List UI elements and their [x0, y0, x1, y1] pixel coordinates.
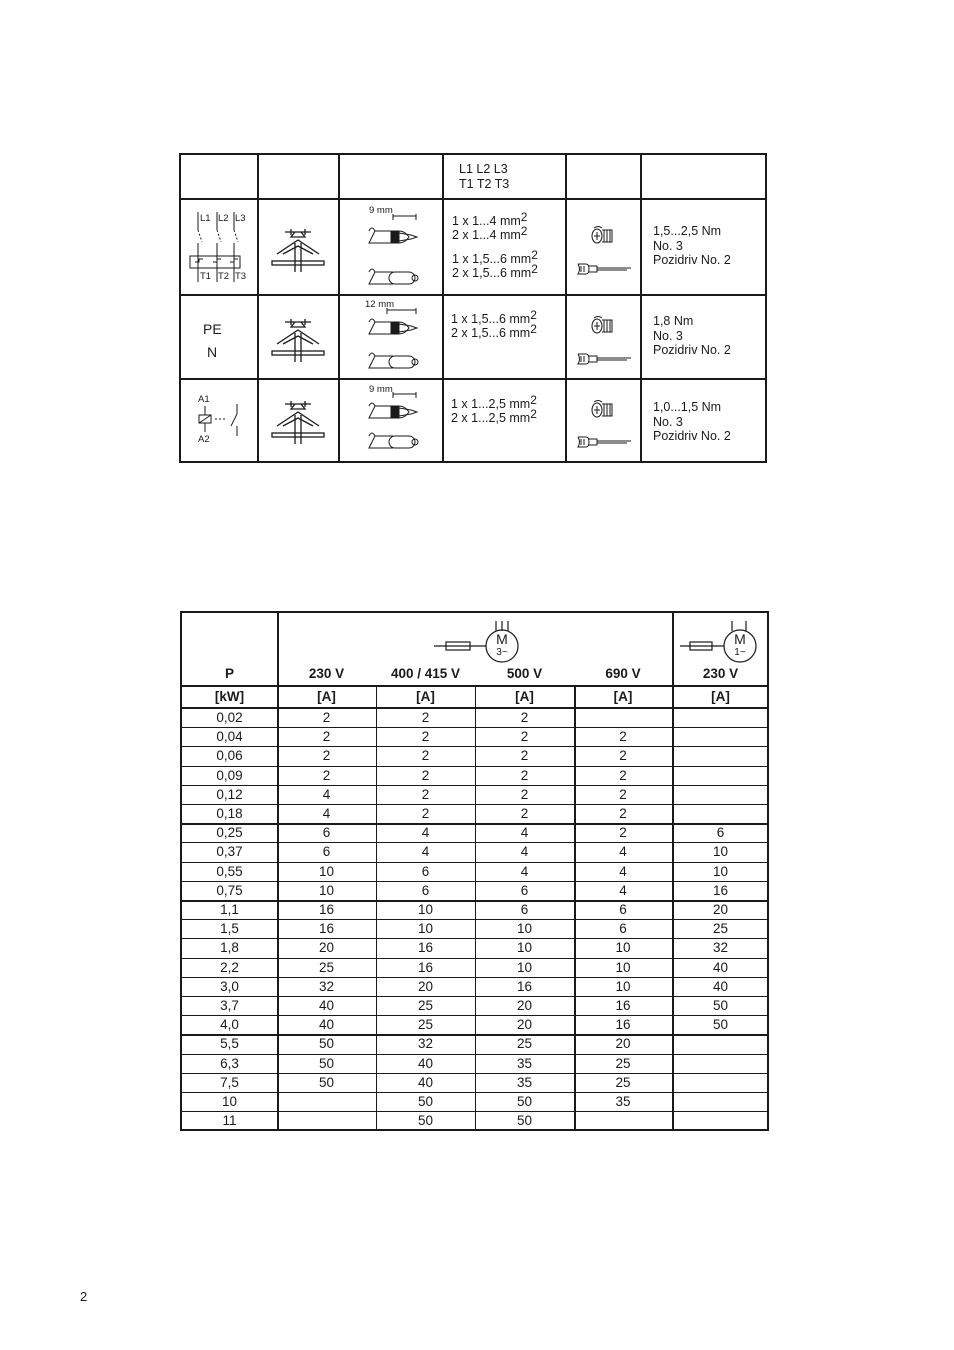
unit-superscript: 2	[531, 262, 538, 276]
fuse-rating-cell: 10	[712, 863, 729, 879]
fuse-rating-cell	[277, 1092, 376, 1111]
fuse-rating-cell: 4	[421, 825, 430, 841]
cross-section-list	[451, 308, 537, 340]
fuse-rating-cell: 2	[421, 748, 430, 764]
fuse-rating-cell: 40	[318, 1017, 335, 1033]
fuse-rating-cell: 2	[322, 729, 331, 745]
unit-superscript: 2	[530, 393, 537, 407]
strip-length-icon	[365, 206, 425, 290]
terminal-label-t3: T3	[235, 271, 247, 282]
fuse-rating-cell	[672, 1092, 769, 1111]
coil-contact-symbol-icon	[197, 404, 243, 436]
screwdriver-size: No. 3	[653, 238, 683, 253]
screwdriver-icon	[576, 352, 634, 366]
fuse-rating-cell	[574, 708, 672, 727]
fuse-rating-cell: 6	[520, 902, 529, 917]
fuse-rating-cell	[672, 727, 769, 746]
fuse-rating-cell: 16	[417, 959, 434, 975]
fuse-rating-cell: 2	[619, 729, 627, 745]
fuse-rating-cell	[672, 1054, 769, 1073]
power-cell: 5,5	[220, 1036, 239, 1052]
power-cell: 0,02	[216, 710, 243, 725]
cross-section-value: 1 x 1,5...6 mm	[452, 252, 532, 266]
torque-info	[653, 314, 731, 358]
fuse-rating-cell: 2	[619, 806, 627, 821]
torque-value: 1,8 Nm	[653, 314, 694, 328]
fuse-rating-cell: 50	[417, 1113, 434, 1129]
power-cell: 0,06	[216, 748, 243, 764]
strip-length-label: 12 mm	[365, 299, 395, 310]
power-cell: 7,5	[220, 1074, 239, 1090]
column-unit: [A]	[515, 689, 534, 704]
fuse-rating-cell: 20	[516, 998, 533, 1013]
fuse-rating-cell: 2	[520, 767, 529, 783]
power-cell: 3,7	[220, 998, 239, 1013]
terminal-clamp-icon	[271, 228, 327, 274]
pe-label: PE	[203, 321, 222, 337]
fuse-rating-cell: 6	[619, 921, 627, 937]
screwdriver-icon	[576, 262, 634, 276]
pozidriv-size: Pozidriv No. 2	[653, 253, 731, 267]
fuse-rating-cell: 16	[615, 1017, 631, 1033]
fuse-rating-cell: 4	[520, 844, 529, 860]
fuse-rating-cell: 25	[615, 1074, 631, 1090]
power-cell: 0,18	[216, 806, 243, 821]
fuse-rating-cell	[672, 766, 769, 785]
unit-superscript: 2	[520, 210, 528, 224]
fuse-rating-cell: 10	[615, 940, 631, 956]
fuse-rating-cell: 2	[619, 786, 627, 802]
power-cell: 0,75	[216, 882, 243, 898]
fuse-rating-cell: 4	[322, 786, 331, 802]
fuse-rating-cell: 2	[619, 825, 627, 841]
fuse-rating-cell: 4	[520, 863, 529, 879]
fuse-rating-cell	[672, 746, 769, 765]
terminal-clamp-icon	[271, 400, 327, 446]
terminal-label-l1: L1	[200, 213, 211, 224]
column-header: 230 V	[702, 666, 739, 681]
fuse-rating-cell: 20	[318, 940, 335, 956]
power-cell: 1,1	[220, 902, 239, 917]
screwdriver-icon	[576, 435, 634, 449]
fuse-rating-cell: 4	[520, 825, 529, 841]
unit-superscript: 2	[520, 224, 528, 238]
power-cell: 1,8	[220, 940, 239, 956]
fuse-rating-cell: 2	[421, 786, 430, 802]
fuse-rating-cell: 2	[421, 806, 430, 821]
cross-section-value: 2 x 1...4 mm	[452, 228, 521, 242]
fuse-rating-cell: 10	[516, 959, 533, 975]
connection-table	[179, 153, 767, 463]
fuse-rating-cell: 10	[318, 863, 335, 879]
fuse-rating-cell: 40	[417, 1074, 434, 1090]
fuse-rating-cell	[574, 1111, 672, 1130]
power-cell: 4,0	[220, 1017, 239, 1033]
fuse-rating-cell: 35	[516, 1074, 533, 1090]
cross-section-value: 1 x 1...4 mm	[452, 214, 521, 228]
page-number: 2	[80, 1289, 88, 1304]
fuse-rating-cell: 2	[619, 748, 627, 764]
column-unit: [kW]	[214, 689, 245, 704]
fuse-rating-cell: 25	[318, 959, 335, 975]
terminal-label-l2: L2	[218, 213, 229, 224]
fuse-rating-cell: 6	[421, 882, 430, 898]
fuse-rating-cell: 50	[712, 998, 729, 1013]
torque-value: 1,0...1,5 Nm	[653, 400, 722, 414]
fuse-rating-cell: 6	[520, 882, 529, 898]
power-cell: 3,0	[220, 978, 239, 994]
fuse-rating-cell: 20	[615, 1036, 631, 1052]
fuse-rating-cell: 10	[516, 940, 533, 956]
power-cell: 0,25	[216, 825, 243, 841]
strip-length-label: 9 mm	[369, 205, 393, 216]
fuse-rating-cell: 6	[322, 825, 331, 841]
fuse-rating-cell: 16	[615, 998, 631, 1013]
fuse-rating-cell: 4	[322, 806, 331, 821]
fuse-rating-cell: 10	[417, 902, 434, 917]
fuse-rating-cell: 4	[619, 863, 627, 879]
fuse-rating-cell: 35	[516, 1055, 533, 1071]
pozidriv-size: Pozidriv No. 2	[653, 343, 731, 357]
fuse-rating-cell: 20	[712, 902, 729, 917]
cross-section-value: 1 x 1...2,5 mm	[451, 397, 531, 411]
fuse-rating-cell: 25	[417, 1017, 434, 1033]
power-cell: 11	[222, 1113, 237, 1129]
fuse-rating-cell: 4	[619, 844, 627, 860]
fuse-rating-cell: 40	[712, 978, 729, 994]
fuse-rating-cell	[672, 708, 769, 727]
fuse-rating-cell: 16	[318, 921, 335, 937]
fuse-rating-cell: 32	[712, 940, 729, 956]
torque-info	[653, 400, 731, 444]
pozidriv-size: Pozidriv No. 2	[653, 429, 731, 443]
power-cell: 0,37	[216, 844, 243, 860]
cross-section-value: 2 x 1,5...6 mm	[452, 266, 532, 280]
power-cell: 0,12	[216, 786, 243, 802]
fuse-rating-cell: 2	[520, 710, 529, 725]
fuse-rating-cell: 6	[421, 863, 430, 879]
connection-row-coil	[181, 380, 765, 461]
fuse-rating-cell: 2	[520, 786, 529, 802]
fuse-rating-cell: 2	[619, 767, 627, 783]
fuse-rating-cell: 50	[516, 1113, 533, 1129]
column-unit: [A]	[317, 689, 336, 704]
power-cell: 10	[221, 1094, 238, 1109]
fuse-rating-cell: 2	[421, 729, 430, 745]
fuse-rating-cell: 25	[615, 1055, 631, 1071]
fuse-rating-cell: 16	[417, 940, 434, 956]
fuse-rating-cell: 2	[421, 710, 430, 725]
connection-row-main	[181, 200, 765, 296]
fuse-rating-cell: 40	[318, 998, 335, 1013]
screwdriver-size: No. 3	[653, 414, 683, 429]
terminal-label-l3: L3	[235, 213, 246, 224]
fuse-rating-cell: 16	[712, 882, 729, 898]
fuse-rating-cell: 10	[712, 844, 729, 860]
cross-section-list	[451, 393, 537, 425]
fuse-rating-cell: 2	[421, 767, 430, 783]
power-cell: 2,2	[220, 959, 239, 975]
power-cell: 0,04	[216, 729, 243, 745]
fuse-rating-cell: 25	[712, 921, 729, 937]
column-header: 690 V	[605, 666, 641, 681]
fuse-rating-cell: 2	[322, 710, 331, 725]
fuse-rating-cell: 10	[615, 978, 631, 994]
fuse-rating-cell: 32	[318, 978, 335, 994]
column-unit: [A]	[711, 689, 730, 704]
torque-info	[653, 224, 731, 268]
fuse-rating-cell: 10	[318, 882, 335, 898]
line-terminals-label: L1 L2 L3	[459, 162, 508, 176]
row-divider	[182, 685, 767, 687]
fuse-rating-cell: 40	[712, 959, 729, 975]
load-terminals-label: T1 T2 T3	[459, 177, 510, 191]
fuse-rating-cell: 6	[619, 902, 627, 917]
motor-1ph-phase: 1~	[734, 647, 746, 658]
fuse-rating-cell: 20	[516, 1017, 533, 1033]
fuse-rating-cell: 50	[516, 1094, 533, 1109]
column-header: P	[224, 666, 234, 681]
fuse-rating-cell: 2	[520, 806, 529, 821]
a2-label: A2	[198, 434, 210, 445]
fuse-rating-cell: 25	[516, 1036, 533, 1052]
fuse-rating-cell	[672, 1111, 769, 1130]
fuse-rating-cell: 2	[520, 729, 529, 745]
strip-length-label: 9 mm	[369, 384, 393, 395]
unit-superscript: 2	[531, 248, 538, 262]
fuse-rating-cell: 2	[322, 748, 331, 764]
fuse-rating-cell: 20	[417, 978, 434, 994]
fuse-rating-cell: 50	[712, 1017, 729, 1033]
fuse-rating-cell: 4	[619, 882, 627, 898]
fuse-rating-cell: 10	[615, 959, 631, 975]
motor-3ph-letter: M	[496, 631, 508, 647]
column-unit: [A]	[416, 689, 435, 704]
connection-table-header	[181, 155, 765, 200]
screwdriver-size: No. 3	[653, 328, 683, 343]
column-unit: [A]	[613, 689, 633, 704]
fuse-rating-cell: 50	[417, 1094, 434, 1109]
motor-3ph-phase: 3~	[496, 647, 508, 658]
cross-section-value: 1 x 1,5...6 mm	[451, 312, 531, 326]
fuse-rating-cell: 35	[615, 1094, 631, 1109]
cross-section-value: 2 x 1,5...6 mm	[451, 326, 531, 340]
terminal-label-t1: T1	[200, 271, 212, 282]
column-header: 400 / 415 V	[390, 666, 461, 681]
fuse-rating-cell: 2	[520, 748, 529, 764]
terminal-label-t2: T2	[218, 271, 230, 282]
fuse-rating-cell: 25	[417, 998, 434, 1013]
cross-section-value: 2 x 1...2,5 mm	[451, 411, 531, 425]
fuse-rating-cell: 32	[417, 1036, 434, 1052]
power-cell: 0,09	[216, 767, 243, 783]
fuse-rating-cell: 6	[322, 844, 331, 860]
fuse-rating-cell: 4	[421, 844, 430, 860]
fuse-rating-cell: 6	[716, 825, 725, 841]
fuse-rating-cell	[672, 1073, 769, 1092]
screw-icon	[589, 226, 615, 246]
power-cell: 0,55	[216, 863, 243, 879]
fuse-rating-cell: 16	[516, 978, 533, 994]
fuse-rating-cell: 50	[318, 1055, 335, 1071]
fuse-rating-cell: 40	[417, 1055, 434, 1071]
power-cell: 6,3	[220, 1055, 239, 1071]
fuse-rating-cell: 10	[516, 921, 533, 937]
fuse-rating-cell	[672, 785, 769, 804]
fuse-rating-cell: 50	[318, 1036, 335, 1052]
a1-label: A1	[198, 394, 210, 405]
fuse-rating-cell	[672, 1034, 769, 1053]
torque-value: 1,5...2,5 Nm	[653, 224, 722, 238]
screw-icon	[589, 400, 615, 420]
fuse-rating-cell: 10	[417, 921, 434, 937]
motor-1ph-letter: M	[734, 631, 746, 647]
screw-icon	[589, 316, 615, 336]
unit-superscript: 2	[530, 407, 537, 421]
column-header: 500 V	[506, 666, 543, 681]
unit-superscript: 2	[530, 308, 537, 322]
cross-section-list	[452, 210, 538, 280]
fuse-rating-cell: 16	[318, 902, 335, 917]
connection-row-pe-n	[181, 296, 765, 380]
power-cell: 1,5	[220, 921, 239, 937]
fuse-rating-cell: 2	[322, 767, 331, 783]
column-header: 230 V	[308, 666, 345, 681]
fuse-rating-cell	[672, 804, 769, 823]
fuse-rating-cell	[277, 1111, 376, 1130]
fuse-rating-cell: 50	[318, 1074, 335, 1090]
terminal-clamp-icon	[271, 318, 327, 364]
n-label: N	[207, 344, 218, 360]
unit-superscript: 2	[530, 322, 537, 336]
fuse-table	[180, 611, 769, 1131]
